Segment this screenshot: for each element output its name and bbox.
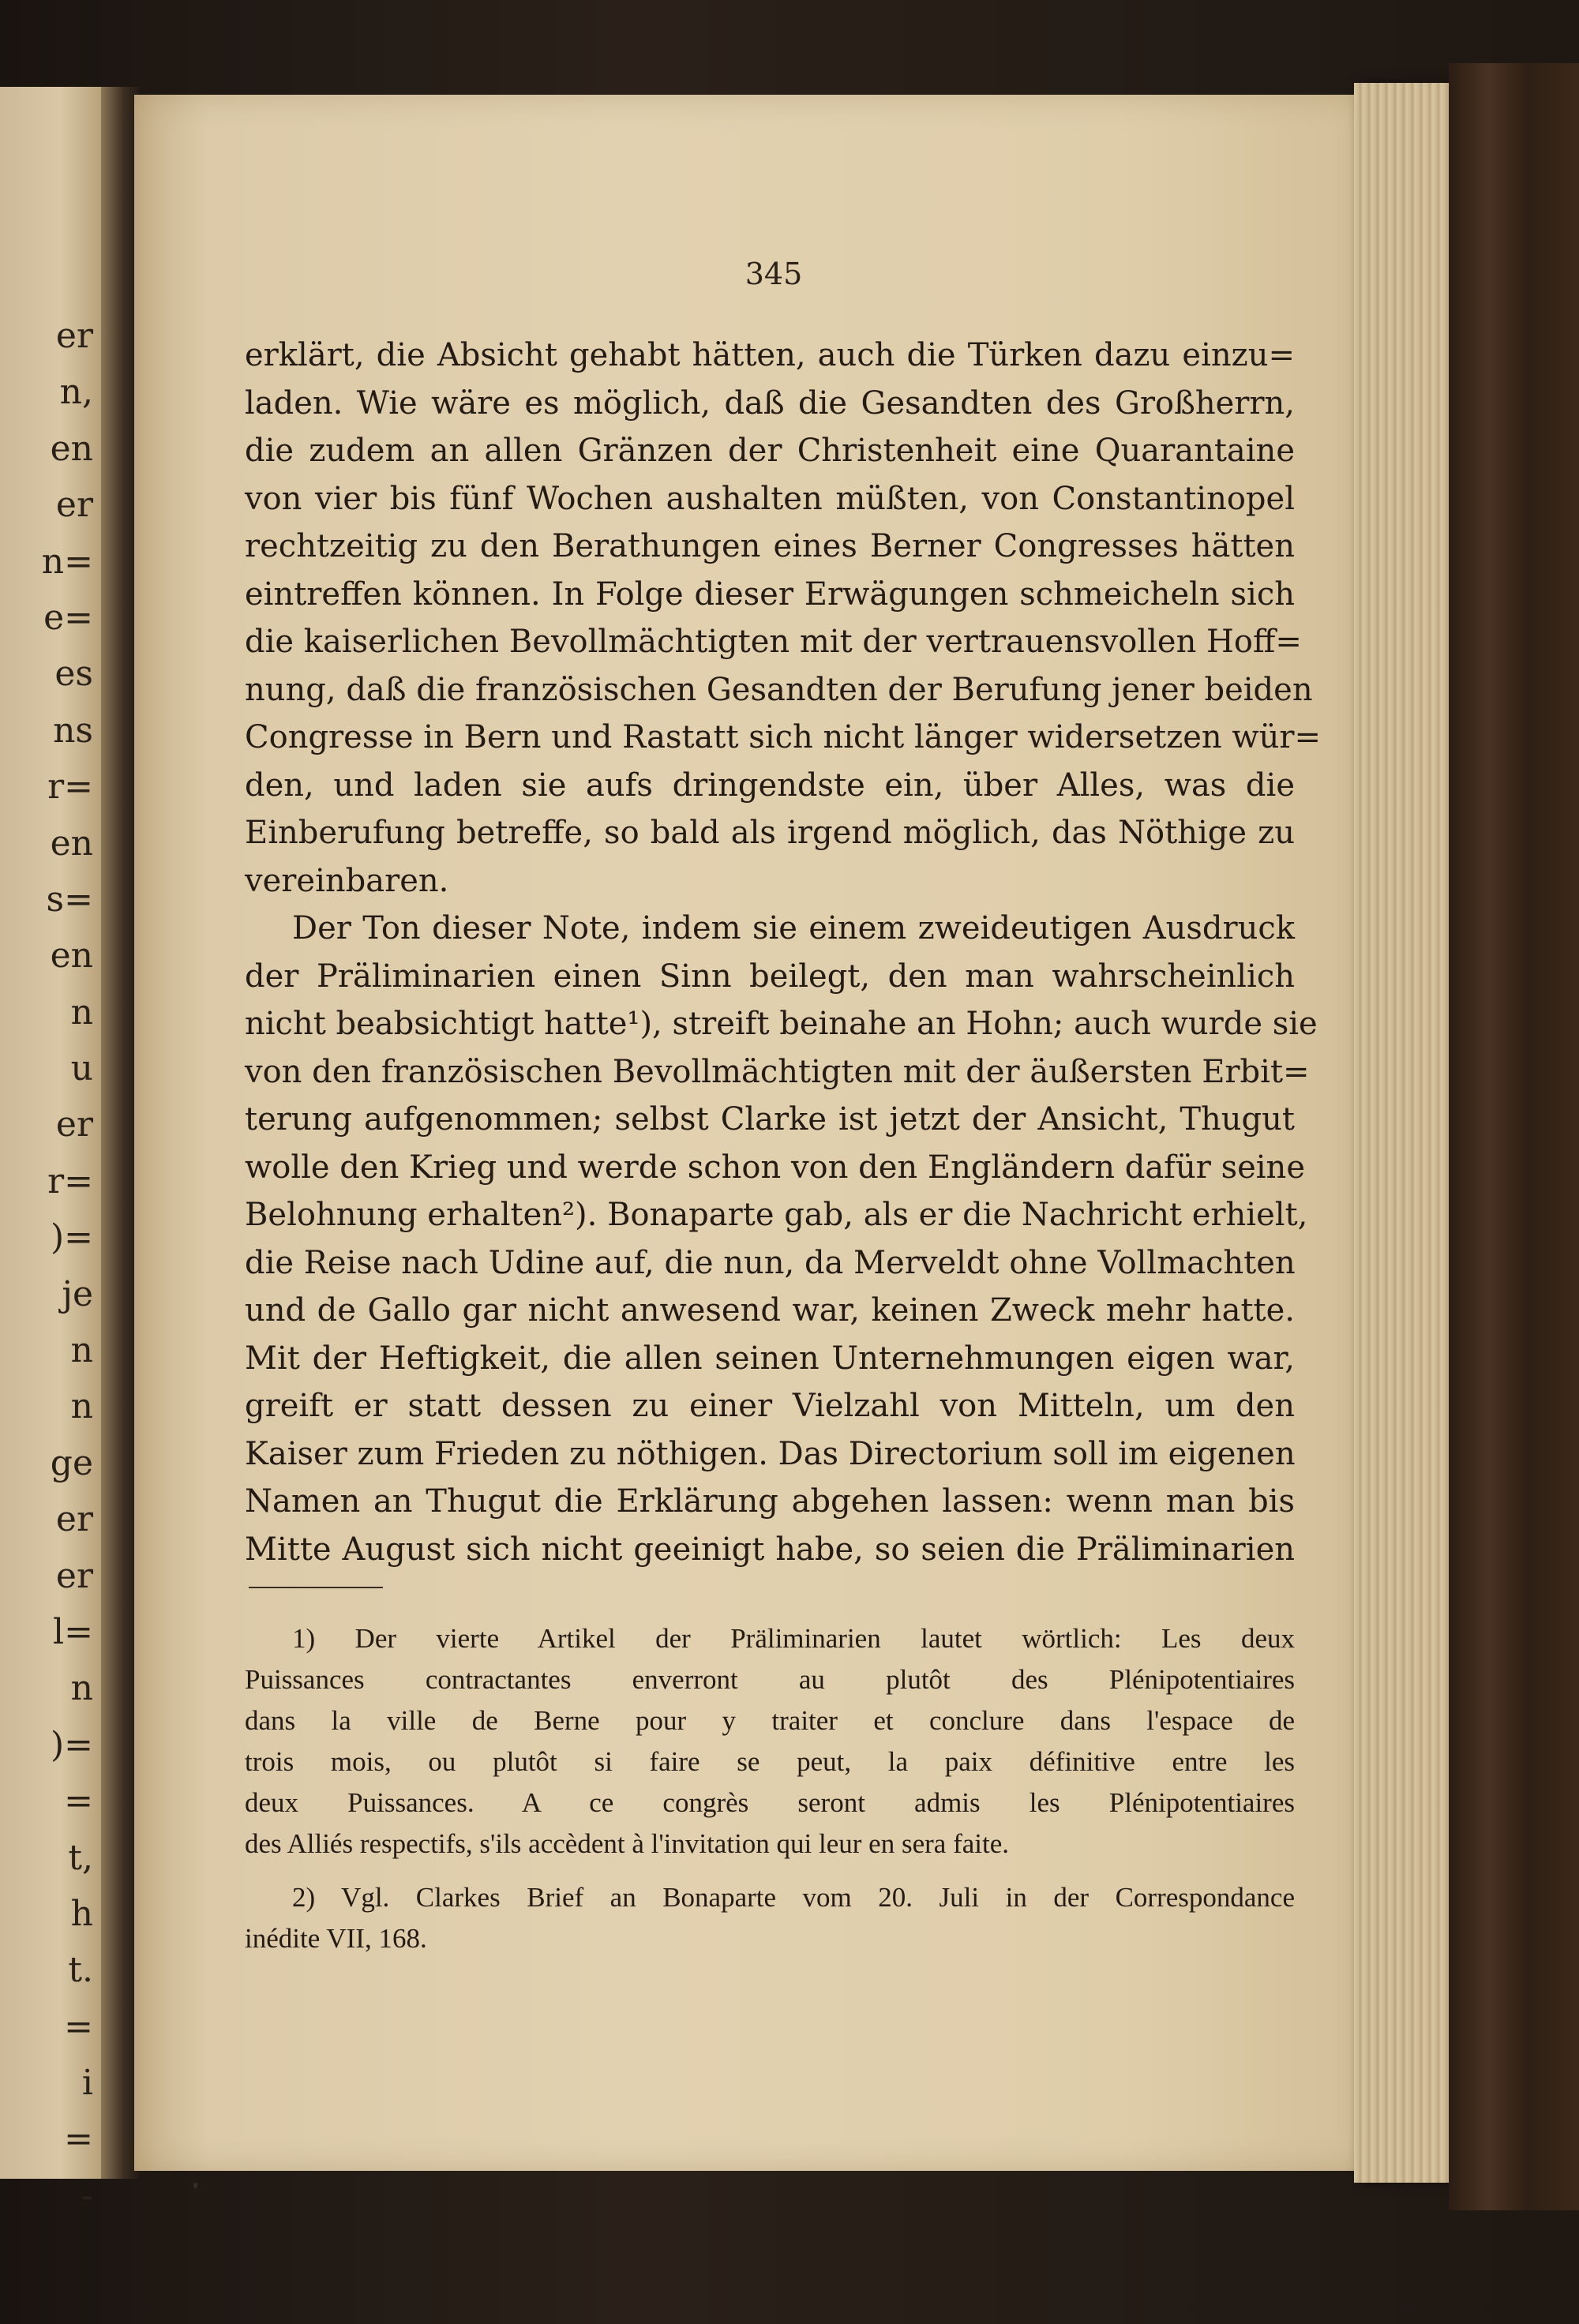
text-line: die Reise nach Udine auf, die nun, da Merveldt ohne Vollmachten [245,1244,1296,1281]
text-line: die zudem an allen Gränzen der Christenheit eine Quarantaine [245,433,1295,469]
left-page-text-fragment: h [70,1893,93,1934]
left-page-text-fragment: er [55,1499,93,1540]
left-page-text-fragment: er [55,485,93,526]
text-line: nung, daß die französischen Gesandten der Berufung jener beiden [245,671,1313,708]
footnote-line: des Alliés respectifs, s'ils accèdent à l'invitation qui leur en sera faite. [245,1828,1009,1859]
text-line: Kaiser zum Frieden zu nöthigen. Das Directorium soll im eigenen [245,1435,1296,1472]
text-line: Belohnung erhalten²). Bonaparte gab, als er die Nachricht erhielt, [245,1197,1308,1233]
left-page-fragment [0,87,101,2216]
page-number: 345 [744,257,803,291]
left-page-text-fragment: e= [43,597,93,638]
left-page-text-fragment: je [62,1273,93,1314]
text-line: Mitte August sich nicht geeinigt habe, so seien die Präliminarien [245,1531,1295,1568]
text-line: Congresse in Bern und Rastatt sich nicht länger widersetzen wür= [245,719,1322,755]
text-line: Der Ton dieser Note, indem sie einem zweideutigen Ausdruck [292,910,1295,946]
main-text [245,332,1322,1573]
left-page-text-fragment: )= [50,1217,93,1258]
left-page-text-fragment: = [64,1781,93,1822]
left-page-text-fragment: = [64,2119,93,2160]
left-page-text-fragment: es [54,654,93,695]
left-page-text-fragment: er [55,1104,93,1145]
left-page-text-fragment: ns [53,710,93,751]
left-page-text-fragment: r= [47,1160,93,1201]
book-page [134,95,1366,2171]
left-page-text-fragment: )= [50,1724,93,1765]
left-page-text-fragment: t. [68,1950,93,1991]
left-page-text-fragment: n [70,1330,93,1371]
text-line: und de Gallo gar nicht anwesend war, keinen Zweck mehr hatte. [245,1292,1295,1329]
page-edges [1354,83,1449,2183]
book-gutter [101,87,139,2179]
text-line: greift er statt dessen zu einer Vielzahl von Mitteln, um den [245,1388,1295,1424]
left-page-text-fragment: l= [53,1611,93,1652]
text-line: von vier bis fünf Wochen aushalten müßten, von Constantinopel [245,480,1295,517]
footnote-1 [245,1618,1295,1865]
text-line: rechtzeitig zu den Berathungen eines Berner Congresses hätten [245,528,1295,564]
text-line: die kaiserlichen Bevollmächtigten mit der vertrauensvollen Hoff= [245,624,1302,660]
text-line: von den französischen Bevollmächtigten mit der äußersten Erbit= [245,1053,1310,1090]
text-line: Mit der Heftigkeit, die allen seinen Unternehmungen eigen war, [245,1340,1295,1377]
paper-speck [193,2183,197,2188]
footnote-line: inédite VII, 168. [245,1923,427,1954]
text-line: nicht beabsichtigt hatte¹), streift beinahe an Hohn; auch wurde sie [245,1006,1318,1042]
footnote-line: dans la ville de Berne pour y traiter et conclure dans l'espace de [245,1705,1295,1736]
left-page-text-fragment: n [70,1386,93,1427]
footnote-line: 1) Der vierte Artikel der Präliminarien lautet wörtlich: Les deux [292,1623,1295,1654]
left-page-text-fragment: - [81,2175,93,2216]
footnote-line: deux Puissances. A ce congrès seront admis les Plénipotentiaires [245,1787,1295,1818]
book-cover-edge [1449,63,1579,2210]
text-line: der Präliminarien einen Sinn beilegt, den man wahrscheinlich [245,958,1295,995]
text-line: Einberufung betreffe, so bald als irgend möglich, das Nöthige zu [245,815,1295,851]
text-line: eintreffen können. In Folge dieser Erwägungen schmeicheln sich [245,575,1295,613]
text-line: erklärt, die Absicht gehabt hätten, auch die Türken dazu einzu= [245,337,1295,373]
left-page-text-fragment: ge [50,1442,93,1483]
text-line: laden. Wie wäre es möglich, daß die Gesandten des Großherrn, [245,384,1295,422]
footnotes [245,1618,1295,1972]
left-page-text-fragment: er [55,1555,93,1596]
footnote-line: Puissances contractantes enverront au plutôt des Plénipotentiaires [245,1664,1295,1695]
left-page-text-fragment: t, [68,1837,93,1878]
left-page-text-fragment: en [50,823,93,864]
left-page-text-fragment: er [55,316,93,356]
left-page-text-fragment: n= [41,541,93,582]
text-line: den, und laden sie aufs dringendste ein, über Alles, was die [245,767,1295,804]
paragraph [245,905,1318,1573]
left-page-text-fragment: u [70,1048,93,1089]
left-page-text-fragment: r= [47,767,93,808]
text-line: Namen an Thugut die Erklärung abgehen lassen: wenn man bis [245,1483,1295,1520]
footnote-line: 2) Vgl. Clarkes Brief an Bonaparte vom 20. Juli in der Correspondance [292,1882,1295,1913]
left-page-text-fragment: en [50,428,93,469]
text-line: terung aufgenommen; selbst Clarke ist jetzt der Ansicht, Thugut [245,1101,1295,1138]
paragraph [245,332,1322,905]
left-page-text-fragment: n [70,1668,93,1709]
left-page-text-fragment: n [70,991,93,1033]
footnote-line: trois mois, ou plutôt si faire se peut, la paix définitive entre les [245,1746,1295,1777]
text-line: wolle den Krieg und werde schon von den Engländern dafür seine [245,1149,1305,1186]
text-line: vereinbaren. [245,862,449,899]
footnote-divider [249,1587,383,1588]
left-page-text-fragment: s= [46,879,93,920]
left-page-text-fragment: en [50,935,93,976]
left-page-text-fragment: = [64,2006,93,2047]
left-page-text-fragment: i [81,2063,93,2104]
left-page-text-fragment: n, [59,372,93,413]
footnote-2 [245,1877,1295,1959]
